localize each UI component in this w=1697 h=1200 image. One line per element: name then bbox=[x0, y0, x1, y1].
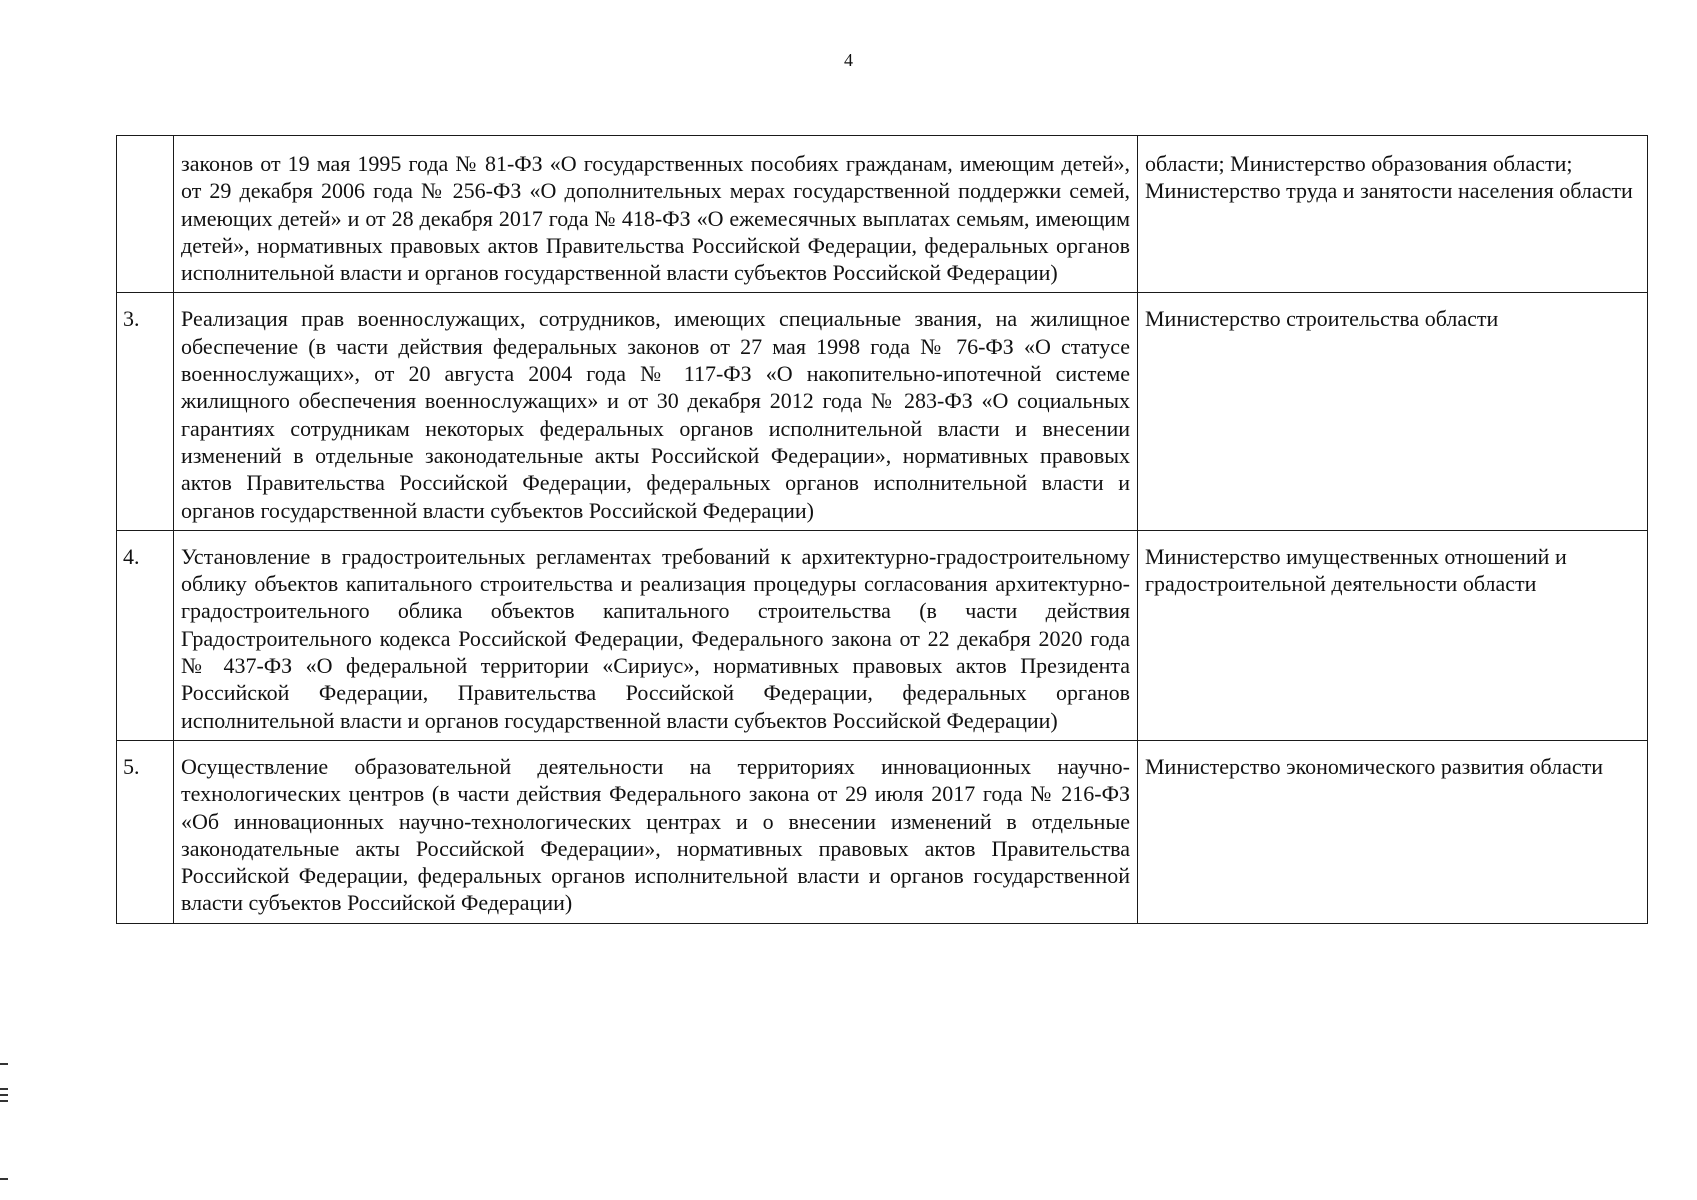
table-row bbox=[117, 136, 1648, 293]
row-description: Осуществление образовательной деятельности на территориях инновационных научно-технологических центров (в части действия Федерального закона от 29 июля 2017 года № 216-ФЗ «Об инновационных научно-технологических центрах и о внесении изменений в отдельные законодательные акты Российской Федерации», нормативных правовых актов Правительства Российской Федерации, федеральных органов исполнительной власти и органов государственной власти субъектов Российской Федерации) bbox=[174, 740, 1138, 923]
row-number: 3. bbox=[117, 293, 174, 530]
table-row bbox=[117, 293, 1648, 530]
row-description: Установление в градостроительных регламентах требований к архитектурно-градостроительному облику объектов капитального строительства и реализация процедуры согласования архитектурно-градостроительного облика объектов капитального строительства (в части действия Градостроительного кодекса Российской Федерации, Федерального закона от 22 декабря 2020 года № 437-ФЗ «О федеральной территории «Сириус», нормативных правовых актов Президента Российской Федерации, Правительства Российской Федерации, федеральных органов исполнительной власти и органов государственной власти субъектов Российской Федерации) bbox=[174, 530, 1138, 740]
row-responsible: Министерство строительства области bbox=[1138, 293, 1648, 530]
row-responsible: Министерство имущественных отношений и градостроительной деятельности области bbox=[1138, 530, 1648, 740]
scan-edge-mark bbox=[0, 1063, 8, 1065]
responsibility-table bbox=[116, 135, 1648, 924]
row-number: 5. bbox=[117, 740, 174, 923]
scan-edge-mark bbox=[0, 1178, 8, 1180]
row-description: законов от 19 мая 1995 года № 81-ФЗ «О государственных пособиях гражданам, имеющим детей», от 29 декабря 2006 года № 256-ФЗ «О дополнительных мерах государственной поддержки семей, имеющих детей» и от 28 декабря 2017 года № 418-ФЗ «О ежемесячных выплатах семьям, имеющим детей», нормативных правовых актов Правительства Российской Федерации, федеральных органов исполнительной власти и органов государственной власти субъектов Российской Федерации) bbox=[174, 136, 1138, 293]
scan-edge-mark bbox=[0, 1100, 8, 1102]
row-description: Реализация прав военнослужащих, сотрудников, имеющих специальные звания, на жилищное обеспечение (в части действия федеральных законов от 27 мая 1998 года № 76-ФЗ «О статусе военнослужащих», от 20 августа 2004 года № 117-ФЗ «О накопительно-ипотечной системе жилищного обеспечения военнослужащих» и от 30 декабря 2012 года № 283-ФЗ «О социальных гарантиях сотрудникам некоторых федеральных органов исполнительной власти и внесении изменений в отдельные законодательные акты Российской Федерации», нормативных правовых актов Правительства Российской Федерации, федеральных органов исполнительной власти и органов государственной власти субъектов Российской Федерации) bbox=[174, 293, 1138, 530]
table-row bbox=[117, 740, 1648, 923]
row-number bbox=[117, 136, 174, 293]
row-responsible: Министерство экономического развития области bbox=[1138, 740, 1648, 923]
scan-edge-mark bbox=[0, 1088, 8, 1090]
scan-edge-mark bbox=[0, 1094, 8, 1096]
page-number: 4 bbox=[844, 50, 853, 70]
row-number: 4. bbox=[117, 530, 174, 740]
row-responsible: области; Министерство образования области; Министерство труда и занятости населения области bbox=[1138, 136, 1648, 293]
table-row bbox=[117, 530, 1648, 740]
